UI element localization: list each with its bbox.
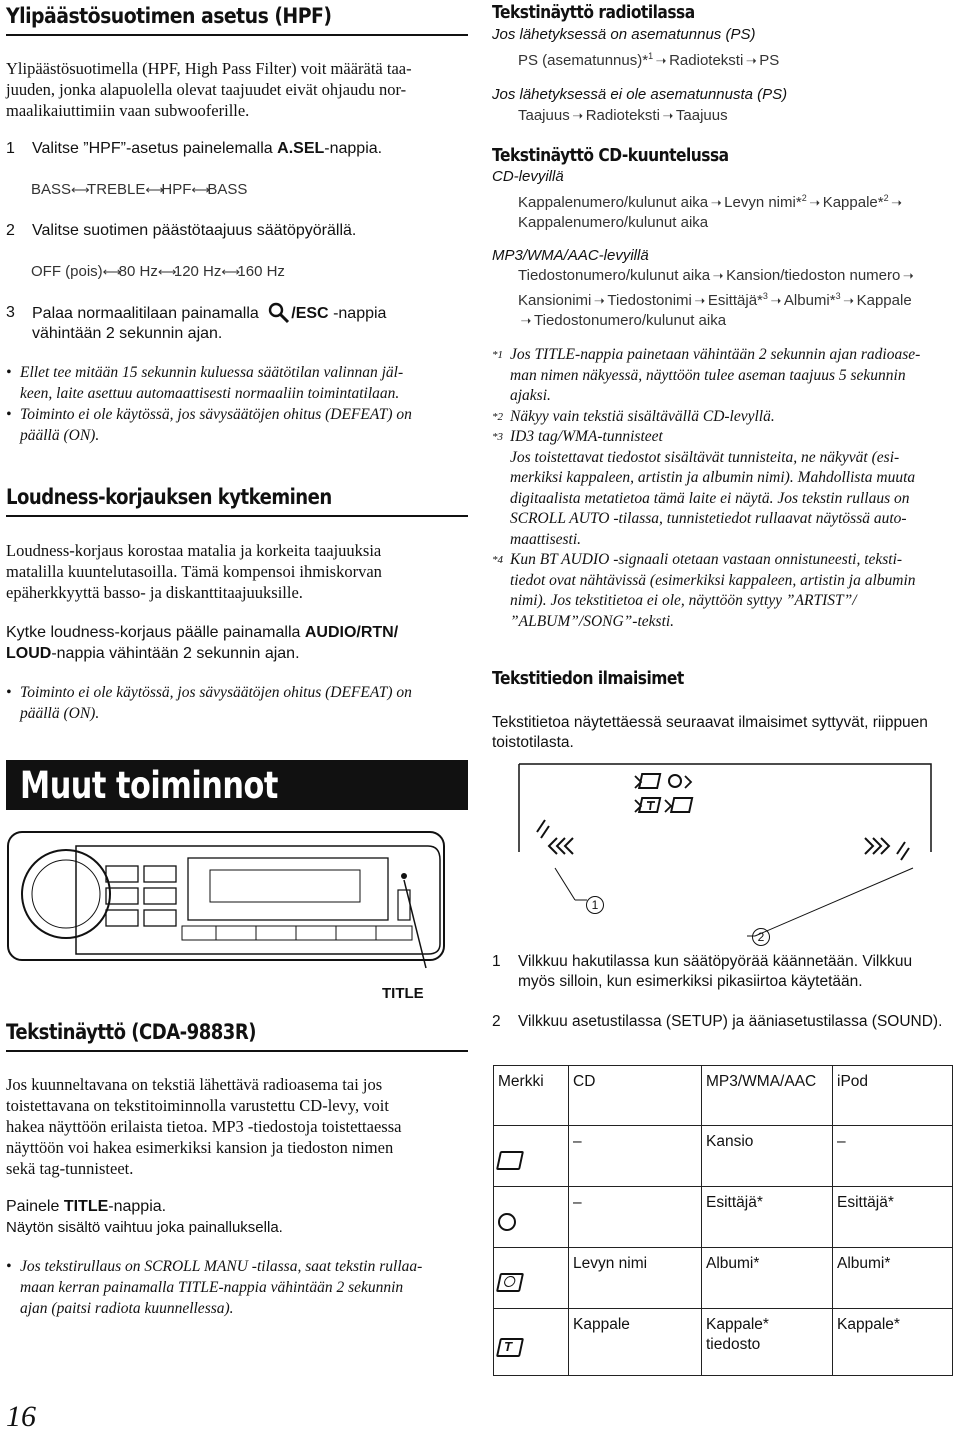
indicators-body: Tekstitietoa näytettäessä seuraavat ilmaisimet syttyvät, riippuen toistotilasta.	[492, 714, 928, 751]
loudness-instruction: Kytke loudness-korjaus päälle painamalla AUDIO/RTN/ LOUD-nappia vähintään 2 sekunnin ajan.	[6, 624, 399, 662]
display-instruction: Painele TITLE-nappia. Näytön sisältö vaihtuu joka painalluksella.	[6, 1198, 283, 1236]
ps-sequence: PS (asematunnus)*$^1$ ➝ Radioteksti ➝ PS	[518, 51, 780, 69]
page-number: 16	[6, 1400, 36, 1433]
indicator-item-1: 1 Vilkkuu hakutilassa kun säätöpyörää käännetään. Vilkkuu myös silloin, kun esimerkiksi pikasiirtoa käytetään.	[492, 953, 913, 990]
folder-icon	[496, 1151, 524, 1170]
hpf-title-rule	[6, 34, 468, 36]
mp3-label: MP3/WMA/AAC-levyillä	[492, 247, 649, 264]
hpf-step-1: 1 Valitse ”HPF”-asetus painelemalla A.SEL-nappia.	[6, 140, 383, 157]
artist-icon	[498, 1213, 516, 1231]
cd-sequence: Kappalenumero/kulunut aika ➝ Levyn nimi*$^2$ ➝ Kappale*$^2$ ➝ Kappalenumero/kulunut aika	[518, 193, 903, 231]
radio-title: Tekstinäyttö radiotilassa	[492, 2, 695, 23]
list-item: • Ellet tee mitään 15 sekunnin kuluessa säätötilan valinnan jäl- keen, laite asettuu automaattisesti normaaliin toimintatilaan.	[6, 364, 404, 402]
list-item: • Toiminto ei ole käytössä, jos sävysäätöjen ohitus (DEFEAT) on päällä (ON).	[6, 406, 412, 444]
folder-icon	[635, 774, 691, 788]
callout-2: 2	[752, 928, 770, 946]
display-note: • Jos tekstirullaus on SCROLL MANU -tilassa, saat tekstin rullaa- maan kerran painamalla TITLE-nappia vähintään 2 sekunnin ajan (paitsi radiota kuunnellessa).	[6, 1258, 423, 1317]
head-unit-illustration	[6, 830, 466, 970]
mp3-sequence: Tiedostonumero/kulunut aika ➝ Kansion/tiedoston numero ➝ Kansionimi ➝ Tiedostonimi ➝ Esittäjä*$^3$ ➝ Albumi*$^3$ ➝ Kappale ➝ Tiedostonumero/kulunut aika	[518, 267, 914, 329]
display-indicator-illustration	[515, 760, 935, 950]
loudness-title-rule	[6, 515, 468, 517]
table-row: T Kappale Kappale* tiedosto Kappale*	[494, 1309, 953, 1376]
table-row: – Esittäjä* Esittäjä*	[494, 1187, 953, 1248]
hpf-intro: Ylipäästösuotimella (HPF, High Pass Filter) voit määrätä taa- juuden, jonka alapuolella olevat taajuudet eivät ohjaudu nor- maalikaiuttimiin vaan subwooferille.	[6, 59, 412, 120]
arrow-icon: ➝	[662, 108, 674, 123]
loudness-body: Loudness-korjaus korostaa matalia ja korkeita taajuuksia matalilla kuuntelutasoilla. Tämä kompensoi ihmiskorvan epäherkkyyttä basso- ja diskanttitaajuuksille.	[6, 541, 382, 602]
double-arrow-icon: ⟷	[221, 264, 241, 279]
hpf-sequence: BASS⟷TREBLE⟷HPF⟷BASS	[31, 181, 248, 198]
title-button-label: TITLE	[382, 985, 424, 1002]
cd-label: CD-levyillä	[492, 168, 564, 185]
footnote: *1 Jos TITLE-nappia painetaan vähintään 2 sekunnin ajan radioase- man nimen näkyessä, näyttöön tulee aseman taajuus 5 sekunnin ajaksi.	[492, 346, 921, 404]
indicator-table	[493, 1065, 953, 1376]
seek-left-icon	[537, 820, 573, 854]
callout-1: 1	[586, 896, 604, 914]
search-icon	[267, 302, 291, 324]
table-row: Levyn nimi Albumi* Albumi*	[494, 1248, 953, 1309]
arrow-icon: ➝	[572, 108, 584, 123]
arrow-icon: ➝	[655, 53, 667, 68]
double-arrow-icon: ⟷	[191, 182, 211, 197]
seek-right-icon	[865, 838, 909, 860]
display-title: Tekstinäyttö (CDA-9883R)	[6, 1020, 256, 1044]
album-icon	[496, 1273, 524, 1292]
loudness-title: Loudness-korjauksen kytkeminen	[6, 485, 332, 509]
hpf-step-3: 3 Palaa normaalitilaan painamalla /ESC -nappia vähintään 2 sekunnin ajan.	[6, 304, 387, 342]
frequency-sequence: OFF (pois)⟷80 Hz⟷120 Hz⟷160 Hz	[31, 263, 285, 280]
esc-key: /ESC	[291, 305, 329, 322]
display-title-rule	[6, 1050, 468, 1052]
double-arrow-icon: ⟷	[157, 264, 177, 279]
a-sel-key: A.SEL	[277, 140, 325, 157]
other-functions-banner	[6, 760, 468, 810]
footnote: *3 ID3 tag/WMA-tunnisteet Jos toistettavat tiedostot sisältävät tunnisteita, ne näkyvät (esi- merkiksi kappaleen, artistin ja albumin nimi). Mahdollista muuta digitaalista metatietoa tämä laite ei näytä. Jos tekstin rullaus on SCROLL AUTO -tilassa, tunnistetiedot rullaavat näytössä auto- maattisesti.	[492, 428, 916, 548]
indicators-title: Tekstitiedon ilmaisimet	[492, 668, 684, 689]
double-arrow-icon: ⟷	[71, 182, 90, 197]
hpf-title: Ylipäästösuotimen asetus (HPF)	[6, 4, 332, 28]
track-icon	[635, 798, 692, 812]
track-icon: T	[496, 1338, 524, 1357]
hpf-step-2: 2 Valitse suotimen päästötaajuus säätöpyörällä.	[6, 222, 357, 239]
double-arrow-icon: ⟷	[145, 182, 165, 197]
display-body: Jos kuunneltavana on tekstiä lähettävä radioasema tai jos toistettavana on tekstitoiminnolla varustettu CD-levy, voit hakea näyttöön erilaista tietoa. MP3 -tiedostoja toistettaessa näyttöön voi hakea esimerkiksi kansion ja tiedoston nimen sekä tag-tunnisteet.	[6, 1075, 402, 1178]
loudness-note: • Toiminto ei ole käytössä, jos sävysäätöjen ohitus (DEFEAT) on päällä (ON).	[6, 684, 412, 722]
arrow-icon: ➝	[745, 53, 757, 68]
double-arrow-icon: ⟷	[102, 264, 122, 279]
table-row: – Kansio –	[494, 1126, 953, 1187]
cd-title: Tekstinäyttö CD-kuuntelussa	[492, 145, 729, 166]
footnotes	[492, 345, 954, 632]
ps-label: Jos lähetyksessä on asematunnus (PS)	[492, 26, 756, 43]
footnote: *2 Näkyy vain tekstiä sisältävällä CD-levyllä.	[492, 407, 775, 425]
indicator-item-2: 2 Vilkkuu asetustilassa (SETUP) ja ääniasetustilassa (SOUND).	[492, 1013, 943, 1030]
footnote: *4 Kun BT AUDIO -signaali otetaan vastaan onnistuneesti, teksti- tiedot ovat nähtävissä (esimerkiksi kappaleen, artistin ja albumin nimi). Jos tekstitietoa ei ole, näyttöön syttyy ”ARTIST”/ ”ALBUM”/SONG”-teksti.	[492, 551, 916, 630]
no-ps-sequence: Taajuus ➝ Radioteksti ➝ Taajuus	[518, 107, 728, 124]
other-functions-title: Muut toiminnot	[20, 764, 278, 807]
no-ps-label: Jos lähetyksessä ei ole asematunnusta (PS)	[492, 86, 788, 103]
hpf-notes	[6, 362, 468, 446]
table-header-row: Merkki CD MP3/WMA/AAC iPod	[494, 1066, 953, 1126]
